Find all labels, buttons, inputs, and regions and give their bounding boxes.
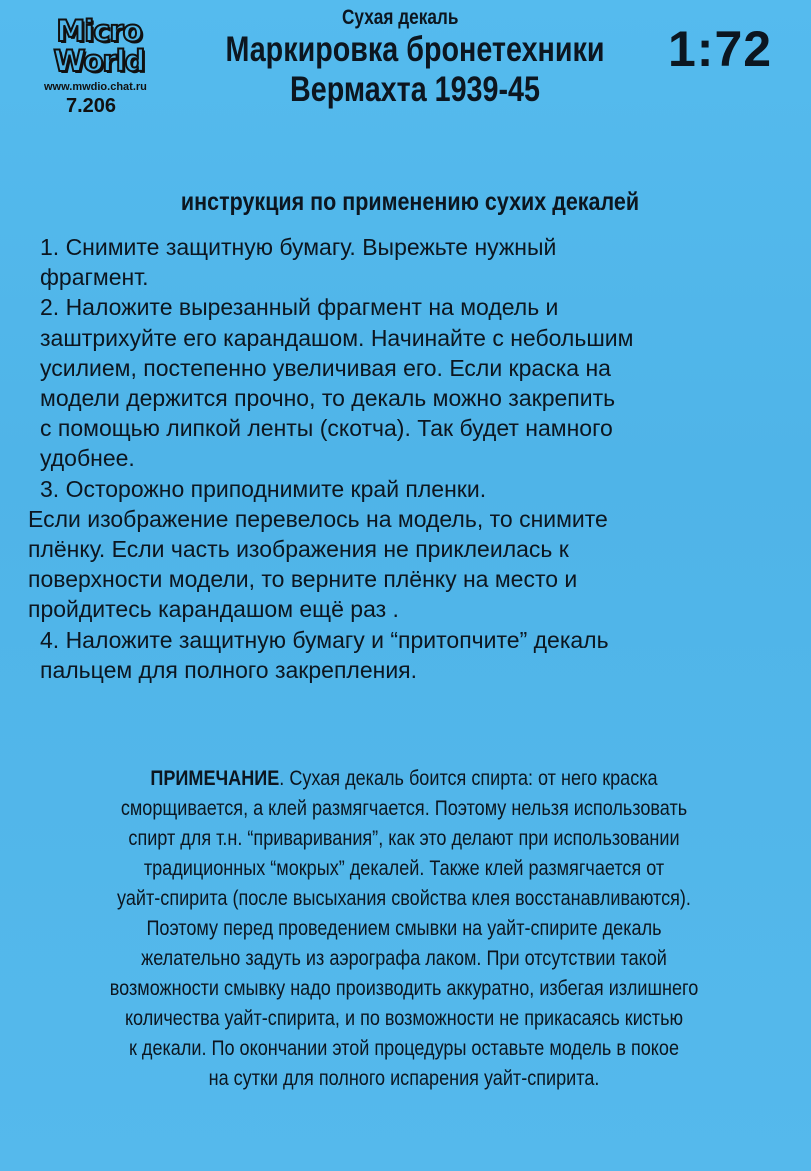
logo-emblem bbox=[40, 16, 158, 80]
step-1: 1. Снимите защитную бумагу. Вырежьте нужный фрагмент. bbox=[40, 234, 557, 291]
note-line-5: Поэтому перед проведением смывки на уайт-спирите декаль bbox=[146, 917, 662, 940]
micro-world-logo bbox=[40, 16, 164, 118]
step-4: 4. Наложите защитную бумагу и “притопчите” декаль пальцем для полного закрепления. bbox=[40, 626, 609, 683]
note-line-6: желательно задуть из аэрографа лаком. При отсутствии такой bbox=[141, 947, 667, 970]
note-line-9: к декали. По окончании этой процедуры оставьте модель в покое bbox=[129, 1037, 679, 1060]
step-2: 2. Наложите вырезанный фрагмент на модель и заштрихуйте его карандашом. Начинайте с небольшим усилием, постепенно увеличивая его. Если краска на модели держится прочно, то декаль можно закрепить с помощью липкой ленты (скотча). Так будет намного удобнее. bbox=[40, 294, 634, 472]
product-title-line2: Вермахта 1939-45 bbox=[290, 70, 540, 109]
instruction-steps bbox=[28, 232, 768, 685]
note-line-4: уайт-спирита (после высыхания свойства клея восстанавливаются). bbox=[117, 887, 691, 910]
note-paragraph bbox=[77, 764, 731, 1094]
note-label: ПРИМЕЧАНИЕ bbox=[150, 767, 280, 790]
product-code: 7.206 bbox=[66, 95, 117, 117]
note-line-7: возможности смывку надо производить аккуратно, избегая излишнего bbox=[109, 977, 699, 1000]
note-line-text: . Сухая декаль боится спирта: от него краска bbox=[279, 767, 658, 790]
logo-word-micro: Micro bbox=[56, 14, 142, 48]
product-subtitle: Сухая декаль bbox=[342, 6, 459, 29]
note-line-0 bbox=[77, 764, 731, 794]
step-3-rest: Если изображение перевелось на модель, то снимите плёнку. Если часть изображения не приклеилась к поверхности модели, то верните плёнку на место и пройдитесь карандашом ещё раз . bbox=[28, 505, 608, 623]
note-line-8: количества уайт-спирита, и по возможности не прикасаясь кистью bbox=[124, 1007, 684, 1030]
note-line-2: спирт для т.н. “приваривания”, как это делают при использовании bbox=[128, 827, 680, 850]
note-line-10: на сутки для полного испарения уайт-спирита. bbox=[208, 1067, 600, 1090]
note-line-1: сморщивается, а клей размягчается. Поэтому нельзя использовать bbox=[120, 797, 688, 820]
step-3-first: 3. Осторожно приподнимите край пленки. bbox=[40, 475, 487, 502]
logo-word-world: World bbox=[53, 44, 145, 78]
product-title bbox=[222, 30, 607, 110]
instructions-heading: инструкция по применению сухих декалей bbox=[180, 188, 640, 216]
logo-url: www.mwdio.chat.ru bbox=[44, 81, 147, 93]
note-line-3: традиционных “мокрых” декалей. Также клей размягчается от bbox=[143, 857, 665, 880]
product-title-line1: Маркировка бронетехники bbox=[225, 30, 605, 69]
scale-label: 1:72 bbox=[668, 21, 773, 77]
